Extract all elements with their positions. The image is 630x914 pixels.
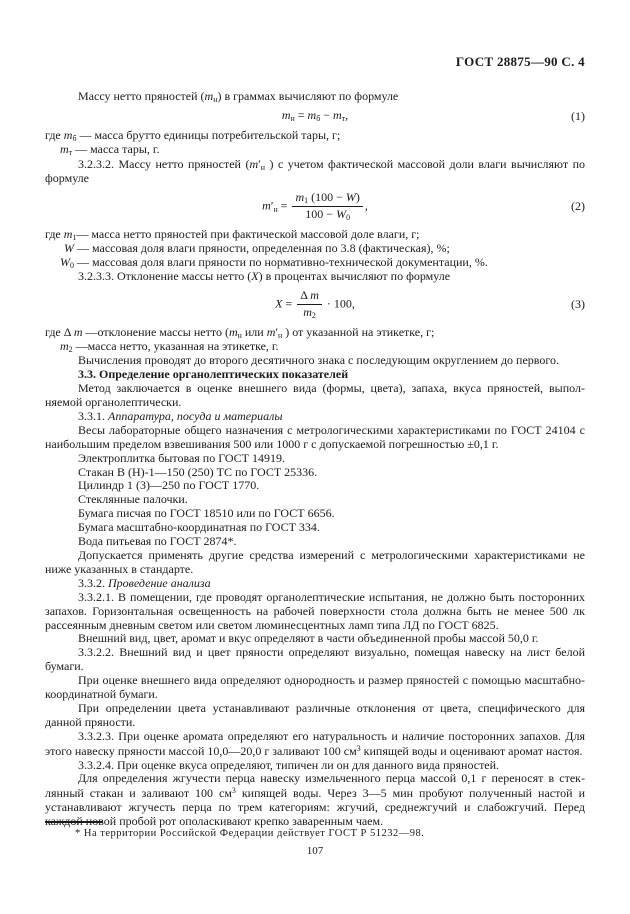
text-run: н (213, 95, 218, 105)
text-run: W (60, 254, 70, 269)
text-run: н (290, 114, 295, 124)
text-run: Бумага писчая по ГОСТ 18510 или по ГОСТ 6656. (78, 506, 335, 521)
text-run: m (73, 324, 83, 339)
text-run: 3.3.1. (78, 408, 108, 423)
text-run: Бумага масштабно-координатная по ГОСТ 334. (78, 520, 320, 535)
text-run: = (294, 108, 308, 123)
paragraph (45, 452, 585, 466)
text-run: Вода питьевая по ГОСТ 2874*. (78, 534, 237, 549)
text-run: 3.2.3.2. Массу нетто пряностей ( (78, 156, 250, 171)
text-run: — масса брутто единицы потребительской тары, г; (76, 127, 341, 142)
text-run: н (277, 330, 283, 340)
text-run: ′ (258, 156, 261, 171)
text-run: Массу нетто пряностей ( (78, 89, 205, 103)
paragraph (45, 702, 585, 730)
fraction (297, 289, 322, 320)
text-run: т (68, 148, 73, 158)
paragraph (45, 772, 585, 829)
text-run: Внешний вид, цвет, аромат и вкус определяют в части объединенной пробы массой 50,0 г. (78, 631, 539, 646)
text-run: Метод заключается в оценке внешнего вида (формы, цвета), запаха, вкуса пряностей, выполняемой органолептически. (45, 381, 585, 410)
text-run: W (345, 189, 356, 204)
paragraph (45, 535, 585, 549)
text-run: 0 (346, 213, 351, 223)
text-run: m (303, 305, 312, 320)
paragraph (45, 340, 585, 354)
paragraph (45, 591, 585, 633)
text-run: Цилиндр 1 (3)—250 по ГОСТ 1770. (78, 478, 260, 493)
text-run: Электроплитка бытовая по ГОСТ 14919. (78, 450, 286, 465)
text-run: Δ (300, 288, 311, 303)
footnote-rule (45, 821, 103, 823)
text-run: — массовая доля влаги пряности, определенная по 3.8 (фактическая), %; (74, 241, 450, 256)
document-body (45, 90, 585, 829)
text-run: — массовая доля влаги пряности по нормативно-технической документации, %. (73, 254, 488, 269)
text-run: кипящей воды и оценивают аромат настоя. (360, 743, 583, 758)
text-run: 3.3.2.1. В помещении, где проводят органолептические испытания, не должно быть посторонних запахов. Горизонтальная освещенность на рабочей поверхности стола должна быть не менее 500 лк рассеянным дневным светом или светом люминесцентных ламп типа ЛД по ГОСТ 6825. (45, 589, 585, 632)
paragraph (45, 228, 585, 242)
text-run: , (364, 198, 368, 213)
paragraph (45, 256, 585, 270)
text-run: m (266, 324, 276, 339)
text-run: 1 (304, 196, 309, 206)
text-run: ) в граммах вычисляют по формуле (217, 89, 399, 103)
fraction-denominator (292, 207, 362, 222)
section-heading (45, 368, 585, 382)
paragraph (45, 242, 585, 256)
formula-expression (79, 109, 551, 123)
text-run: Допускается применять другие средства измерений с метрологическими характеристиками не ниже указанных в стандарте. (45, 548, 585, 576)
text-run: 3.3.2.3. При оценке аромата определяют его натуральность и наличие посторонних запахов. Для этого навеску пряности массой 10,0—20,0 г заливают 100 см (45, 728, 585, 758)
text-run: m (307, 108, 317, 123)
text-run: m (228, 324, 238, 339)
paragraph (45, 493, 585, 507)
paragraph (45, 730, 585, 759)
text-run: ) с учетом фактической массовой доли влаги вычисляют по формуле (45, 156, 586, 185)
formula (45, 109, 585, 123)
text-run: 2 (311, 311, 316, 321)
text-run: X (251, 269, 259, 284)
paragraph (45, 674, 585, 702)
text-run: где (45, 226, 64, 241)
paragraph (45, 143, 585, 157)
formula-number: (3) (571, 296, 585, 311)
text-run: Для определения жгучести перца навеску измельченного перца массой 0,1 г переносят в стеклянный стакан и заливают 100 см (45, 771, 585, 801)
text-run: ) от указанной на этикетке, г; (282, 324, 435, 339)
text-run: — масса тары, г. (72, 142, 160, 157)
text-run: 3 (356, 743, 361, 753)
text-run: , (345, 108, 349, 123)
text-run: m (60, 142, 69, 157)
text-run: н (273, 204, 278, 214)
paragraph (45, 90, 585, 104)
text-run: · 100, (323, 296, 355, 311)
paragraph (45, 466, 585, 480)
paragraph (45, 424, 585, 452)
paragraph (45, 632, 585, 646)
text-run: W (64, 241, 74, 256)
text-run: ) в процентах вычисляют по формуле (258, 269, 451, 284)
text-run: 3.3.2. (78, 575, 108, 590)
text-run: б (316, 114, 321, 124)
text-run: —масса нетто, указанная на этикетке, г. (72, 338, 279, 353)
formula-expression (79, 191, 551, 223)
text-run: Аппаратура, посуда и материалы (108, 408, 283, 423)
text-run: где Δ (45, 324, 74, 339)
text-run: X (275, 296, 283, 311)
text-run: m (262, 198, 271, 213)
formula-expression (79, 289, 551, 320)
text-run: При определении цвета устанавливают различные отклонения от цвета, специфического для данной пряности. (45, 700, 585, 729)
text-run: 0 (70, 261, 74, 271)
text-run: —отклонение массы нетто ( (82, 324, 229, 339)
text-run: т (341, 114, 346, 124)
paragraph (45, 646, 585, 674)
text-run: m (204, 89, 214, 103)
text-run: 3 (231, 786, 236, 796)
text-run: При оценке внешнего вида определяют однородность и размер пряностей с помощью масштабно-координатной бумаги. (45, 673, 585, 702)
paragraph (45, 158, 585, 186)
footnote: * На территории Российской Федерации действует ГОСТ Р 51232—98. (75, 828, 425, 839)
text-run: m (60, 338, 69, 353)
paragraph (45, 507, 585, 521)
fraction-denominator (297, 305, 322, 320)
page-header: ГОСТ 28875—90 С. 4 (455, 54, 585, 69)
formula-number: (1) (571, 108, 585, 123)
text-run: — масса нетто пряностей при фактической массовой доле влаги, г; (76, 226, 420, 241)
fraction-numerator (297, 289, 322, 305)
text-run: = (282, 296, 296, 311)
text-run: б (72, 133, 77, 143)
text-run: m (281, 108, 291, 123)
text-run: или (241, 324, 267, 339)
text-run: 1 (72, 232, 77, 242)
paragraph (45, 129, 585, 143)
text-run: 3.2.3.3. Отклонение массы нетто ( (78, 269, 252, 284)
text-run: ′ (270, 198, 274, 213)
paragraph (45, 410, 585, 424)
formula (45, 289, 585, 320)
text-run: 3.3.2.4. При оценке вкуса определяют, типичен ли он для данного вида пряностей. (78, 757, 500, 772)
paragraph (45, 382, 585, 410)
text-run: 100 − (305, 207, 337, 222)
text-run: Стакан В (Н)-1—150 (250) ТС по ГОСТ 25336. (78, 464, 318, 479)
text-run: ) (355, 189, 360, 204)
text-run: н (260, 162, 265, 172)
text-run: Вычисления проводят до второго десятичного знака с последующим округлением до первого. (78, 353, 560, 368)
text-run: m (249, 156, 259, 171)
text-run: кипящей воды. Через 3—5 мин пробуют полученный настой и устанавливают жгучесть перца по трем категориям: жгучий, среднежгучий и слабожгучий. Перед каждой новой пробой рот ополаскивают крепко заваренным чаем. (45, 786, 585, 829)
text-run: (100 − (308, 189, 346, 204)
text-run: н (237, 330, 242, 340)
text-run: W (336, 207, 347, 222)
text-run: − (320, 108, 334, 123)
fraction-numerator (292, 191, 362, 207)
fraction (292, 191, 362, 223)
paragraph (45, 521, 585, 535)
paragraph (45, 270, 585, 284)
text-run: m (310, 288, 319, 303)
text-run: m (63, 127, 73, 142)
text-run: Стеклянные палочки. (78, 492, 188, 507)
text-run: ′ (275, 324, 278, 339)
paragraph (45, 354, 585, 368)
text-run: m (295, 189, 305, 204)
text-run: где (45, 127, 64, 142)
formula-number: (2) (571, 198, 585, 213)
paragraph (45, 549, 585, 577)
text-run: 3.3.2.2. Внешний вид и цвет пряности определяют визуально, помещая навеску на лист белой бумаги. (45, 645, 585, 674)
page-number: 107 (306, 845, 324, 857)
text-run: Проведение анализа (108, 575, 211, 590)
paragraph (45, 577, 585, 591)
paragraph (45, 759, 585, 773)
text-run: 2 (68, 345, 73, 355)
paragraph (45, 479, 585, 493)
paragraph (45, 326, 585, 340)
text-run: = (277, 198, 291, 213)
text-run: m (63, 226, 73, 241)
formula (45, 191, 585, 223)
text-run: 3.3. Определение органолептических показателей (78, 367, 349, 382)
text-run: Весы лабораторные общего назначения с метрологическими характеристиками по ГОСТ 24104 с наибольшим пределом взвешивания 500 или 1000 г с допускаемой погрешностью ±0,1 г. (45, 422, 585, 451)
text-run: m (333, 108, 342, 123)
